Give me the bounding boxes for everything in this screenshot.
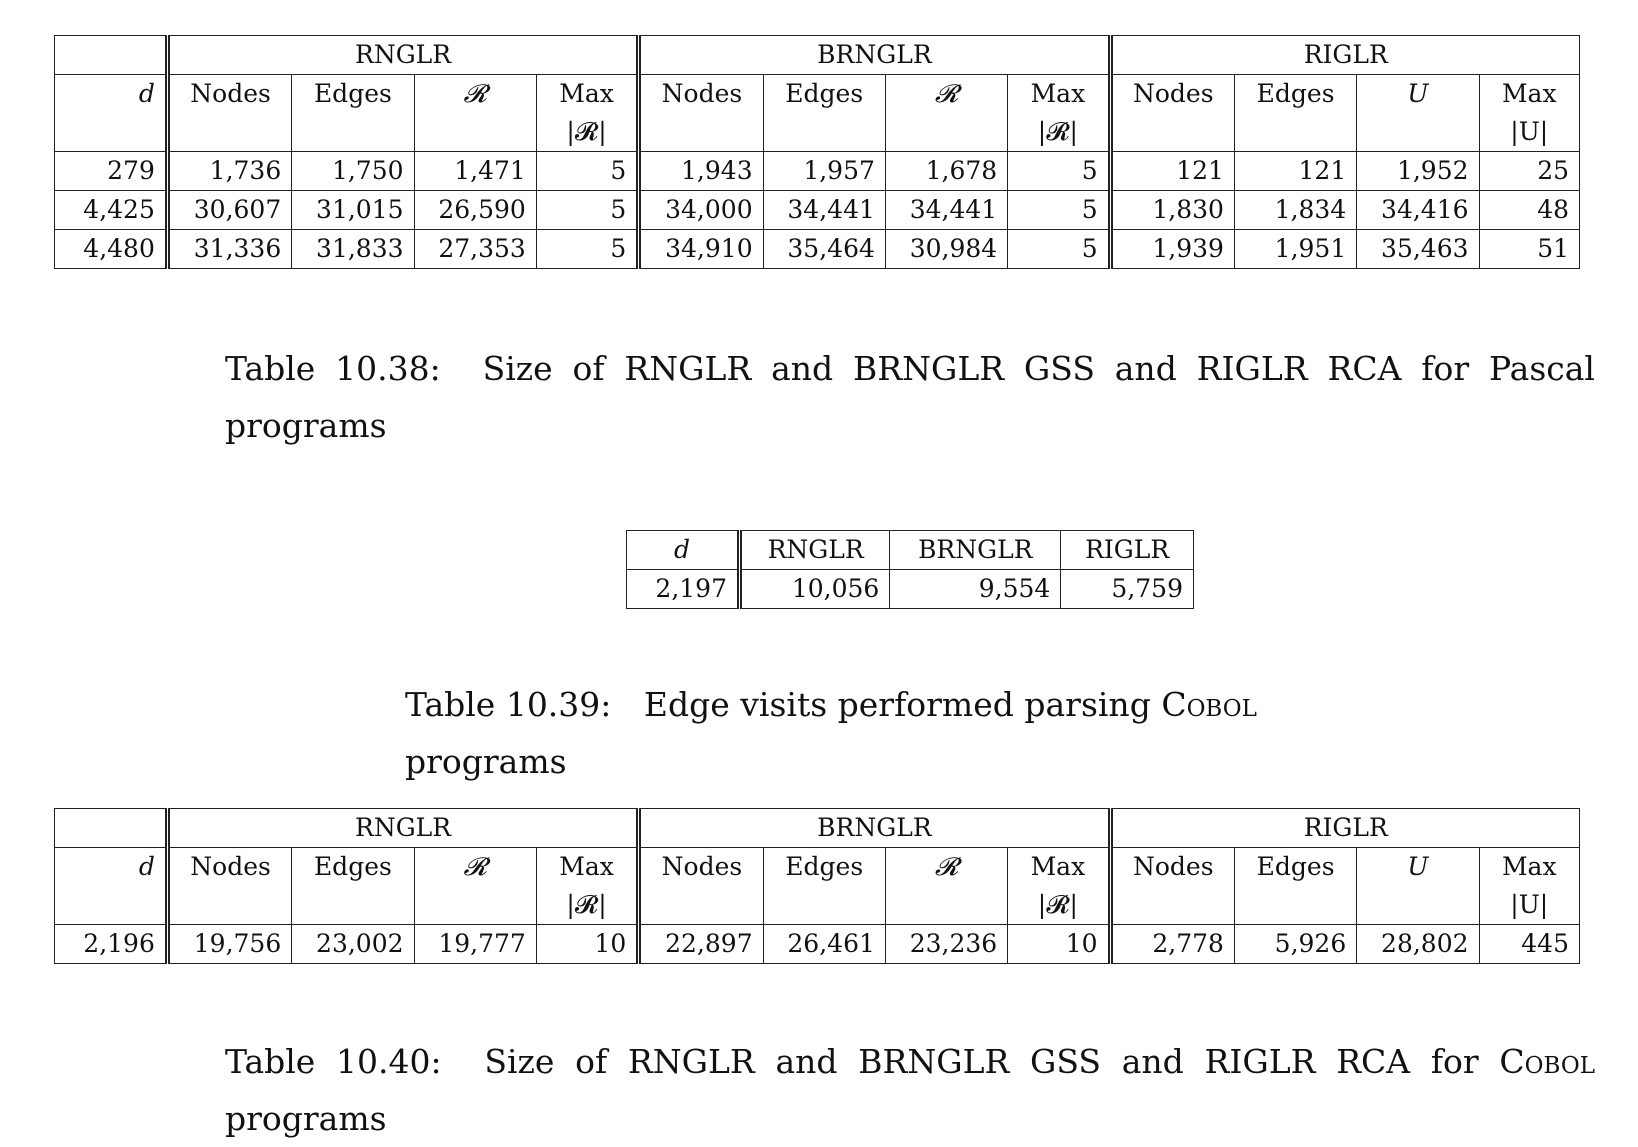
table-cell: 5 [536, 191, 638, 230]
column-header-edges: Edges [1234, 848, 1356, 925]
table-cell: 34,416 [1357, 191, 1479, 230]
table-cell: 10,056 [740, 570, 890, 609]
column-header-max-r: Max |𝓡| [536, 75, 638, 152]
table-cell: 5 [1008, 191, 1110, 230]
table-cell: 1,957 [763, 152, 885, 191]
column-header-r: 𝓡 [414, 848, 536, 925]
column-header-r: 𝓡 [885, 75, 1007, 152]
table-cell: 25 [1479, 152, 1579, 191]
table-cell: 30,984 [885, 230, 1007, 269]
group-header-brnglr: BRNGLR [639, 809, 1110, 848]
table-cell: 1,939 [1110, 230, 1234, 269]
table-cell: 19,756 [167, 925, 291, 964]
column-header-nodes: Nodes [639, 75, 763, 152]
table-cell: 2,197 [627, 570, 740, 609]
table-caption [225, 1033, 1595, 1147]
table-cell: 1,943 [639, 152, 763, 191]
column-header-max-u: Max |U| [1479, 848, 1579, 925]
table-cell: 1,834 [1234, 191, 1356, 230]
table-cell: 48 [1479, 191, 1579, 230]
table-cell: 30,607 [167, 191, 291, 230]
caption-label: Table 10.38: [225, 349, 441, 388]
table-cell: 34,441 [885, 191, 1007, 230]
table-cell: 9,554 [890, 570, 1061, 609]
caption-text-after: programs [405, 742, 567, 781]
table-10-39 [626, 530, 1194, 609]
table-cell: 31,015 [292, 191, 414, 230]
table-cell: 5 [536, 152, 638, 191]
table-cell: 10 [536, 925, 638, 964]
caption-label: Table 10.40: [225, 1042, 442, 1081]
table-cell: 5 [1008, 152, 1110, 191]
table-cell: 121 [1234, 152, 1356, 191]
caption-label: Table 10.39: [405, 685, 612, 724]
caption-text-before: Edge visits performed parsing [643, 685, 1151, 724]
table-cell: 1,471 [414, 152, 536, 191]
table-cell: 4,425 [55, 191, 168, 230]
table-cell: 31,336 [167, 230, 291, 269]
group-header-riglr: RIGLR [1110, 809, 1579, 848]
column-header-rnglr: RNGLR [740, 531, 890, 570]
table-cell: 35,464 [763, 230, 885, 269]
column-header-r: 𝓡 [885, 848, 1007, 925]
column-header-u: U [1357, 848, 1479, 925]
table-cell: 5 [1008, 230, 1110, 269]
table-cell: 10 [1008, 925, 1110, 964]
column-header-edges: Edges [763, 848, 885, 925]
column-header-d: d [55, 848, 168, 925]
column-header-max-r: Max |𝓡| [536, 848, 638, 925]
column-header-edges: Edges [763, 75, 885, 152]
table-row [55, 230, 1580, 269]
table-body [55, 152, 1580, 269]
column-header-nodes: Nodes [639, 848, 763, 925]
table-row [55, 191, 1580, 230]
table-cell: 5,759 [1061, 570, 1194, 609]
column-header-nodes: Nodes [1110, 848, 1234, 925]
caption-text: Size of RNGLR and BRNGLR GSS and RIGLR RCA for Pascal programs [225, 349, 1595, 445]
group-header-brnglr: BRNGLR [639, 36, 1110, 75]
table-cell: 19,777 [414, 925, 536, 964]
column-header-d: d [55, 75, 168, 152]
table-cell: 35,463 [1357, 230, 1479, 269]
table-cell: 26,590 [414, 191, 536, 230]
table-cell: 1,952 [1357, 152, 1479, 191]
table-cell: 23,002 [292, 925, 414, 964]
table-cell: 51 [1479, 230, 1579, 269]
group-header-row [55, 36, 1580, 75]
table-cell: 5 [536, 230, 638, 269]
group-header-rnglr: RNGLR [167, 809, 638, 848]
column-header-r: 𝓡 [414, 75, 536, 152]
column-header-d: d [627, 531, 740, 570]
column-header-nodes: Nodes [167, 75, 291, 152]
column-header-row [55, 75, 1580, 152]
table-caption [225, 340, 1595, 454]
column-header-row [627, 531, 1194, 570]
column-header-max-u: Max |U| [1479, 75, 1579, 152]
table-row [627, 570, 1194, 609]
table-cell: 279 [55, 152, 168, 191]
table-cell: 1,678 [885, 152, 1007, 191]
table-cell: 23,236 [885, 925, 1007, 964]
table-cell: 2,778 [1110, 925, 1234, 964]
column-header-max-r: Max |𝓡| [1008, 848, 1110, 925]
column-header-nodes: Nodes [1110, 75, 1234, 152]
table-caption [405, 676, 1405, 790]
table-cell: 34,910 [639, 230, 763, 269]
table-cell: 22,897 [639, 925, 763, 964]
column-header-brnglr: BRNGLR [890, 531, 1061, 570]
table-cell: 2,196 [55, 925, 168, 964]
table-10-40 [54, 808, 1580, 964]
column-header-edges: Edges [1234, 75, 1356, 152]
table-cell: 26,461 [763, 925, 885, 964]
table-cell: 28,802 [1357, 925, 1479, 964]
group-header-row [55, 809, 1580, 848]
column-header-edges: Edges [292, 75, 414, 152]
table-body [55, 925, 1580, 964]
table-cell: 121 [1110, 152, 1234, 191]
column-header-row [55, 848, 1580, 925]
column-header-nodes: Nodes [167, 848, 291, 925]
table-cell: 1,736 [167, 152, 291, 191]
table-cell: 1,951 [1234, 230, 1356, 269]
caption-text-before: Size of RNGLR and BRNGLR GSS and RIGLR RCA for [484, 1042, 1479, 1081]
column-header-u: U [1357, 75, 1479, 152]
table-cell: 1,830 [1110, 191, 1234, 230]
table-cell: 34,441 [763, 191, 885, 230]
table-cell: 1,750 [292, 152, 414, 191]
column-header-edges: Edges [292, 848, 414, 925]
table-row [55, 152, 1580, 191]
group-header-riglr: RIGLR [1110, 36, 1579, 75]
group-header-rnglr: RNGLR [167, 36, 638, 75]
table-cell: 31,833 [292, 230, 414, 269]
table-10-38 [54, 35, 1580, 269]
table-cell: 5,926 [1234, 925, 1356, 964]
column-header-riglr: RIGLR [1061, 531, 1194, 570]
column-header-max-r: Max |𝓡| [1008, 75, 1110, 152]
table-cell: 34,000 [639, 191, 763, 230]
table-cell: 445 [1479, 925, 1579, 964]
table-cell: 27,353 [414, 230, 536, 269]
caption-language: Cobol [1499, 1042, 1595, 1081]
caption-language: Cobol [1161, 685, 1257, 724]
table-cell: 4,480 [55, 230, 168, 269]
table-row [55, 925, 1580, 964]
caption-text-after: programs [225, 1099, 387, 1138]
